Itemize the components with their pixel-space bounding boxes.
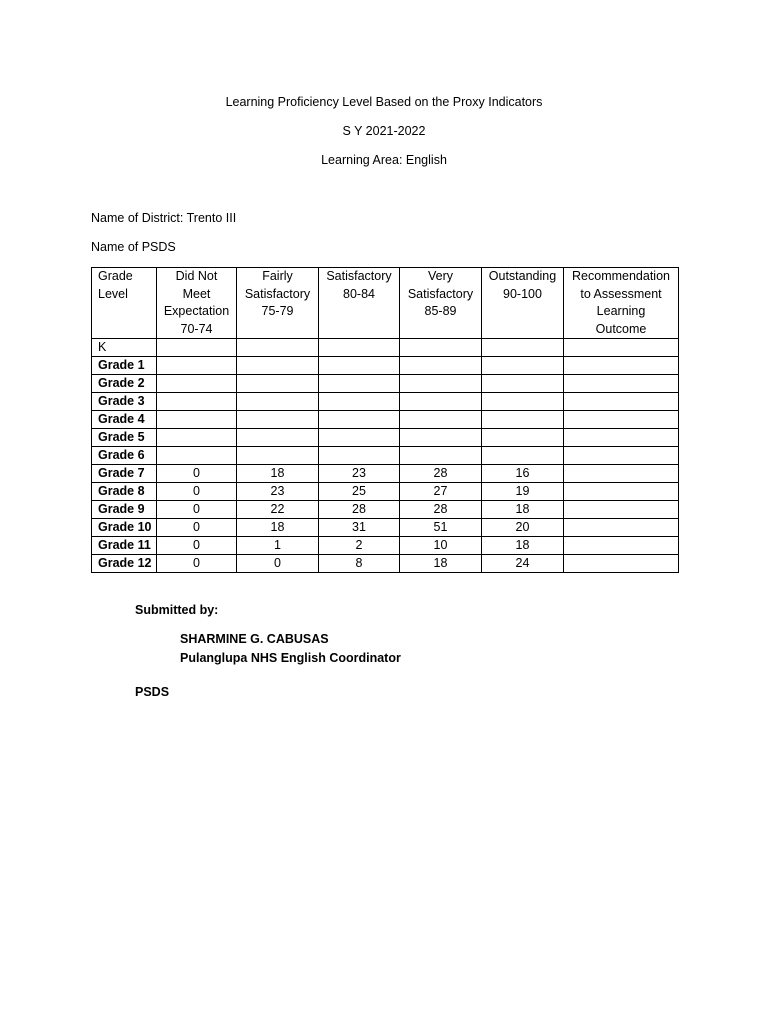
grade-level-cell: Grade 3	[92, 393, 157, 411]
column-header-line: Learning	[596, 304, 646, 318]
column-header	[92, 268, 157, 339]
grade-level-cell: Grade 1	[92, 357, 157, 375]
table-cell: 18	[482, 501, 564, 519]
column-header-line: Recommendation	[572, 269, 670, 283]
table-cell	[157, 375, 237, 393]
table-cell	[482, 447, 564, 465]
table-cell	[400, 447, 482, 465]
column-header	[564, 268, 679, 339]
column-header-line: to Assessment	[580, 286, 662, 301]
table-cell	[157, 339, 237, 357]
column-header-line: 80-84	[343, 286, 375, 301]
table-row	[92, 555, 679, 573]
grade-level-cell: Grade 11	[92, 537, 157, 555]
table-cell: 18	[482, 537, 564, 555]
grade-level-cell: Grade 8	[92, 483, 157, 501]
grade-level-cell: Grade 12	[92, 555, 157, 573]
table-cell	[564, 357, 679, 375]
table-row	[92, 411, 679, 429]
table-cell	[564, 375, 679, 393]
table-cell	[564, 339, 679, 357]
grade-level-cell: Grade 10	[92, 519, 157, 537]
column-header	[400, 268, 482, 339]
grade-level-cell: Grade 6	[92, 447, 157, 465]
table-cell	[564, 519, 679, 537]
table-cell: 18	[237, 519, 319, 537]
column-header-line: Level	[98, 286, 128, 301]
table-cell: 2	[319, 537, 400, 555]
table-cell: 23	[237, 483, 319, 501]
psds-name-label: Name of PSDS	[91, 240, 176, 254]
table-cell: 0	[157, 465, 237, 483]
table-cell	[564, 447, 679, 465]
table-cell	[157, 447, 237, 465]
column-header-line: 90-100	[503, 286, 542, 301]
column-header-line: Fairly	[262, 269, 293, 283]
table-cell	[400, 393, 482, 411]
table-cell	[564, 465, 679, 483]
table-cell: 18	[237, 465, 319, 483]
submitted-by-label: Submitted by:	[135, 603, 219, 617]
table-cell	[157, 429, 237, 447]
column-header-line: Expectation	[163, 304, 230, 318]
table-cell	[564, 483, 679, 501]
table-cell	[482, 339, 564, 357]
proficiency-table	[91, 267, 679, 573]
table-cell: 31	[319, 519, 400, 537]
table-cell	[157, 357, 237, 375]
table-cell: 0	[157, 555, 237, 573]
table-cell	[400, 411, 482, 429]
table-cell: 18	[400, 555, 482, 573]
table-cell	[319, 339, 400, 357]
table-cell	[157, 393, 237, 411]
district-name: Name of District: Trento III	[91, 211, 237, 225]
table-cell	[400, 375, 482, 393]
table-header-row	[92, 268, 679, 339]
column-header	[237, 268, 319, 339]
table-cell	[237, 411, 319, 429]
table-cell: 10	[400, 537, 482, 555]
column-header-line: Outstanding	[488, 269, 557, 283]
table-cell	[157, 411, 237, 429]
column-header-line: Satisfactory	[244, 286, 311, 301]
table-cell: 0	[157, 519, 237, 537]
table-row	[92, 501, 679, 519]
table-cell	[319, 411, 400, 429]
column-header-line: Satisfactory	[407, 286, 474, 301]
table-cell: 25	[319, 483, 400, 501]
table-cell	[564, 537, 679, 555]
grade-level-cell: Grade 7	[92, 465, 157, 483]
table-cell: 0	[237, 555, 319, 573]
table-row	[92, 537, 679, 555]
table-cell	[400, 429, 482, 447]
table-cell	[564, 429, 679, 447]
column-header-line: Outcome	[595, 321, 647, 336]
column-header-line: Grade	[98, 269, 133, 283]
table-cell	[319, 375, 400, 393]
table-cell	[482, 357, 564, 375]
table-row	[92, 357, 679, 375]
table-row	[92, 339, 679, 357]
table-cell: 0	[157, 483, 237, 501]
table-cell	[482, 375, 564, 393]
column-header-line: 75-79	[261, 304, 294, 318]
grade-level-cell: K	[92, 339, 157, 357]
column-header-line: 85-89	[424, 304, 457, 318]
table-cell: 0	[157, 537, 237, 555]
table-cell: 20	[482, 519, 564, 537]
table-cell	[237, 375, 319, 393]
table-cell	[564, 501, 679, 519]
table-cell	[237, 393, 319, 411]
table-cell	[237, 339, 319, 357]
column-header-line: Very	[427, 269, 453, 283]
table-cell	[237, 447, 319, 465]
table-cell: 24	[482, 555, 564, 573]
table-cell: 8	[319, 555, 400, 573]
psds-signature-label: PSDS	[135, 685, 170, 699]
table-cell: 27	[400, 483, 482, 501]
table-cell	[564, 555, 679, 573]
table-row	[92, 393, 679, 411]
table-body	[92, 339, 679, 573]
table-row	[92, 429, 679, 447]
table-cell	[319, 393, 400, 411]
submitter-position: Pulanglupa NHS English Coordinator	[180, 651, 401, 665]
table-row	[92, 519, 679, 537]
column-header-line: Meet	[182, 286, 211, 301]
table-cell: 51	[400, 519, 482, 537]
table-cell	[319, 429, 400, 447]
grade-level-cell: Grade 5	[92, 429, 157, 447]
column-header	[482, 268, 564, 339]
table-cell	[237, 429, 319, 447]
grade-level-cell: Grade 9	[92, 501, 157, 519]
column-header-line: 70-74	[180, 321, 213, 336]
table-cell	[482, 411, 564, 429]
table-cell	[400, 357, 482, 375]
grade-level-cell: Grade 2	[92, 375, 157, 393]
table-cell	[482, 429, 564, 447]
grade-level-cell: Grade 4	[92, 411, 157, 429]
table-cell	[237, 357, 319, 375]
table-row	[92, 465, 679, 483]
table-cell: 16	[482, 465, 564, 483]
column-header-line: Did Not	[175, 269, 218, 283]
table-cell	[482, 393, 564, 411]
learning-area: Learning Area: English	[321, 153, 447, 167]
table-cell: 23	[319, 465, 400, 483]
document-title: Learning Proficiency Level Based on the Proxy Indicators	[225, 95, 543, 109]
column-header	[319, 268, 400, 339]
table-cell: 22	[237, 501, 319, 519]
table-cell	[564, 393, 679, 411]
table-cell: 28	[400, 465, 482, 483]
table-row	[92, 483, 679, 501]
submitter-name: SHARMINE G. CABUSAS	[180, 632, 329, 646]
school-year: S Y 2021-2022	[342, 124, 426, 138]
table-cell: 28	[319, 501, 400, 519]
column-header	[157, 268, 237, 339]
table-cell: 1	[237, 537, 319, 555]
table-row	[92, 447, 679, 465]
table-cell: 19	[482, 483, 564, 501]
table-cell	[319, 357, 400, 375]
table-cell	[319, 447, 400, 465]
table-cell: 0	[157, 501, 237, 519]
table-cell	[400, 339, 482, 357]
table-cell: 28	[400, 501, 482, 519]
table-cell	[564, 411, 679, 429]
table-row	[92, 375, 679, 393]
column-header-line: Satisfactory	[326, 269, 392, 283]
